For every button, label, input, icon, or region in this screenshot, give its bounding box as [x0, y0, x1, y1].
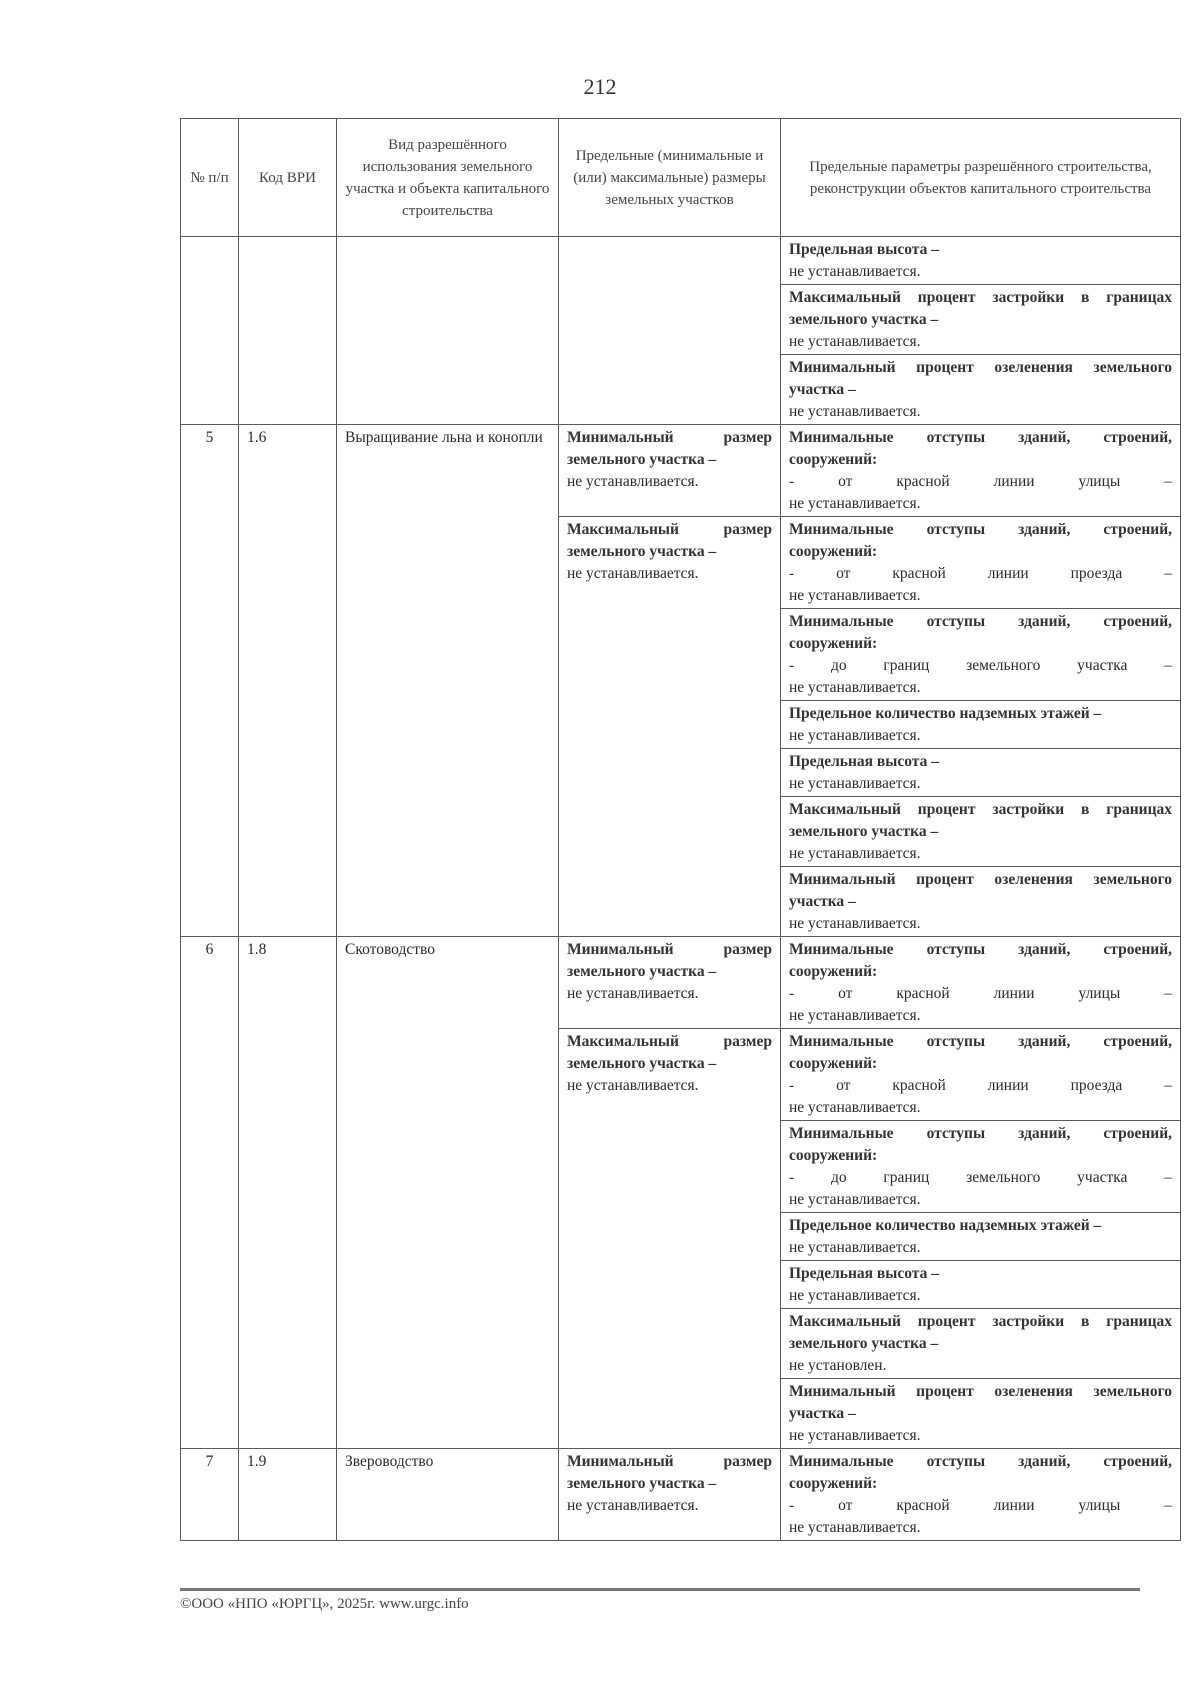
param-cell: [781, 1379, 1181, 1449]
row-number: 6: [181, 937, 239, 1449]
size-value: не устанавливается.: [567, 1497, 699, 1514]
param-title: Предельное количество надземных этажей –: [789, 705, 1102, 722]
size-value: не устанавливается.: [567, 473, 699, 490]
param-title: Минимальные отступы зданий, строений, сооружений:: [789, 429, 1172, 468]
param-cell: [781, 355, 1181, 425]
param-title: Предельная высота –: [789, 241, 939, 258]
land-use-name: Скотоводство: [337, 937, 559, 1449]
size-value: не устанавливается.: [567, 565, 699, 582]
param-cell: [781, 701, 1181, 749]
param-value: не устанавливается.: [789, 1239, 921, 1256]
param-title: Максимальный процент застройки в границах земельного участка –: [789, 289, 1172, 328]
table-row: [181, 1449, 1181, 1541]
footer-copyright: ©ООО «НПО «ЮРГЦ», 2025г. www.urgc.info: [180, 1596, 469, 1612]
param-value: не устанавливается.: [789, 495, 921, 512]
size-title: Максимальный размер земельного участка –: [567, 521, 772, 560]
param-cell: [781, 517, 1181, 609]
min-size-cell: [559, 1449, 781, 1541]
param-cell: [781, 1121, 1181, 1213]
param-cell: [781, 867, 1181, 937]
param-title: Предельная высота –: [789, 753, 939, 770]
land-use-name: Звероводство: [337, 1449, 559, 1541]
param-detail: - до границ земельного участка –: [789, 1169, 1172, 1186]
param-title: Максимальный процент застройки в границах земельного участка –: [789, 1313, 1172, 1352]
param-cell: [781, 425, 1181, 517]
land-use-table: [180, 118, 1181, 1541]
cell-name-empty: [337, 237, 559, 425]
param-value: не устанавливается.: [789, 1427, 921, 1444]
param-title: Максимальный процент застройки в границах земельного участка –: [789, 801, 1172, 840]
param-value: не устанавливается.: [789, 679, 921, 696]
size-title: Максимальный размер земельного участка –: [567, 1033, 772, 1072]
param-title: Минимальные отступы зданий, строений, сооружений:: [789, 613, 1172, 652]
min-size-cell: [559, 937, 781, 1029]
cell-num-empty: [181, 237, 239, 425]
row-number: 7: [181, 1449, 239, 1541]
max-size-cell: [559, 517, 781, 937]
param-cell: [781, 285, 1181, 355]
vri-code: 1.9: [239, 1449, 337, 1541]
param-value: не установлен.: [789, 1357, 887, 1374]
param-detail: - до границ земельного участка –: [789, 657, 1172, 674]
param-title: Минимальные отступы зданий, строений, сооружений:: [789, 1125, 1172, 1164]
param-value: не устанавливается.: [789, 845, 921, 862]
param-title: Минимальный процент озеленения земельного участка –: [789, 1383, 1172, 1422]
param-cell: [781, 1029, 1181, 1121]
param-value: не устанавливается.: [789, 333, 921, 350]
table-row: [181, 425, 1181, 517]
size-title: Минимальный размер земельного участка –: [567, 429, 772, 468]
param-value: не устанавливается.: [789, 1519, 921, 1536]
table-row: [181, 237, 1181, 285]
cell-code-empty: [239, 237, 337, 425]
param-title: Минимальные отступы зданий, строений, сооружений:: [789, 1033, 1172, 1072]
param-value: не устанавливается.: [789, 775, 921, 792]
size-value: не устанавливается.: [567, 985, 699, 1002]
param-value: не устанавливается.: [789, 403, 921, 420]
size-title: Минимальный размер земельного участка –: [567, 941, 772, 980]
param-value: не устанавливается.: [789, 1099, 921, 1116]
param-title: Предельная высота –: [789, 1265, 939, 1282]
size-value: не устанавливается.: [567, 1077, 699, 1094]
param-cell: [781, 1449, 1181, 1541]
param-title: Минимальный процент озеленения земельного участка –: [789, 359, 1172, 398]
param-cell: [781, 749, 1181, 797]
param-value: не устанавливается.: [789, 727, 921, 744]
param-detail: - от красной линии проезда –: [789, 1077, 1172, 1094]
param-title: Минимальные отступы зданий, строений, сооружений:: [789, 941, 1172, 980]
param-title: Минимальные отступы зданий, строений, сооружений:: [789, 1453, 1172, 1492]
param-value: не устанавливается.: [789, 1007, 921, 1024]
param-detail: - от красной линии улицы –: [789, 473, 1172, 490]
row-number: 5: [181, 425, 239, 937]
vri-code: 1.8: [239, 937, 337, 1449]
page-number: 212: [583, 74, 617, 99]
land-use-name: Выращивание льна и конопли: [337, 425, 559, 937]
max-size-cell: [559, 1029, 781, 1449]
param-value: не устанавливается.: [789, 1287, 921, 1304]
param-title: Предельное количество надземных этажей –: [789, 1217, 1102, 1234]
param-value: не устанавливается.: [789, 915, 921, 932]
cell-size-empty: [559, 237, 781, 425]
param-detail: - от красной линии проезда –: [789, 565, 1172, 582]
header-sizes: Предельные (минимальные и (или) максимальные) размеры земельных участков: [559, 119, 781, 237]
header-num: № п/п: [181, 119, 239, 237]
param-cell: [781, 237, 1181, 285]
table-row: [181, 937, 1181, 1029]
header-params: Предельные параметры разрешённого строительства, реконструкции объектов капитального строительства: [781, 119, 1181, 237]
param-cell: [781, 1261, 1181, 1309]
param-cell: [781, 797, 1181, 867]
param-detail: - от красной линии улицы –: [789, 1497, 1172, 1514]
size-title: Минимальный размер земельного участка –: [567, 1453, 772, 1492]
param-cell: [781, 609, 1181, 701]
header-type: Вид разрешённого использования земельного участка и объекта капитального строительства: [337, 119, 559, 237]
param-value: не устанавливается.: [789, 263, 921, 280]
param-cell: [781, 937, 1181, 1029]
header-code: Код ВРИ: [239, 119, 337, 237]
param-cell: [781, 1213, 1181, 1261]
param-detail: - от красной линии улицы –: [789, 985, 1172, 1002]
param-cell: [781, 1309, 1181, 1379]
param-value: не устанавливается.: [789, 1191, 921, 1208]
param-title: Минимальные отступы зданий, строений, сооружений:: [789, 521, 1172, 560]
param-title: Минимальный процент озеленения земельного участка –: [789, 871, 1172, 910]
vri-code: 1.6: [239, 425, 337, 937]
min-size-cell: [559, 425, 781, 517]
table-header-row: [181, 119, 1181, 237]
param-value: не устанавливается.: [789, 587, 921, 604]
footer-divider: [180, 1588, 1140, 1591]
